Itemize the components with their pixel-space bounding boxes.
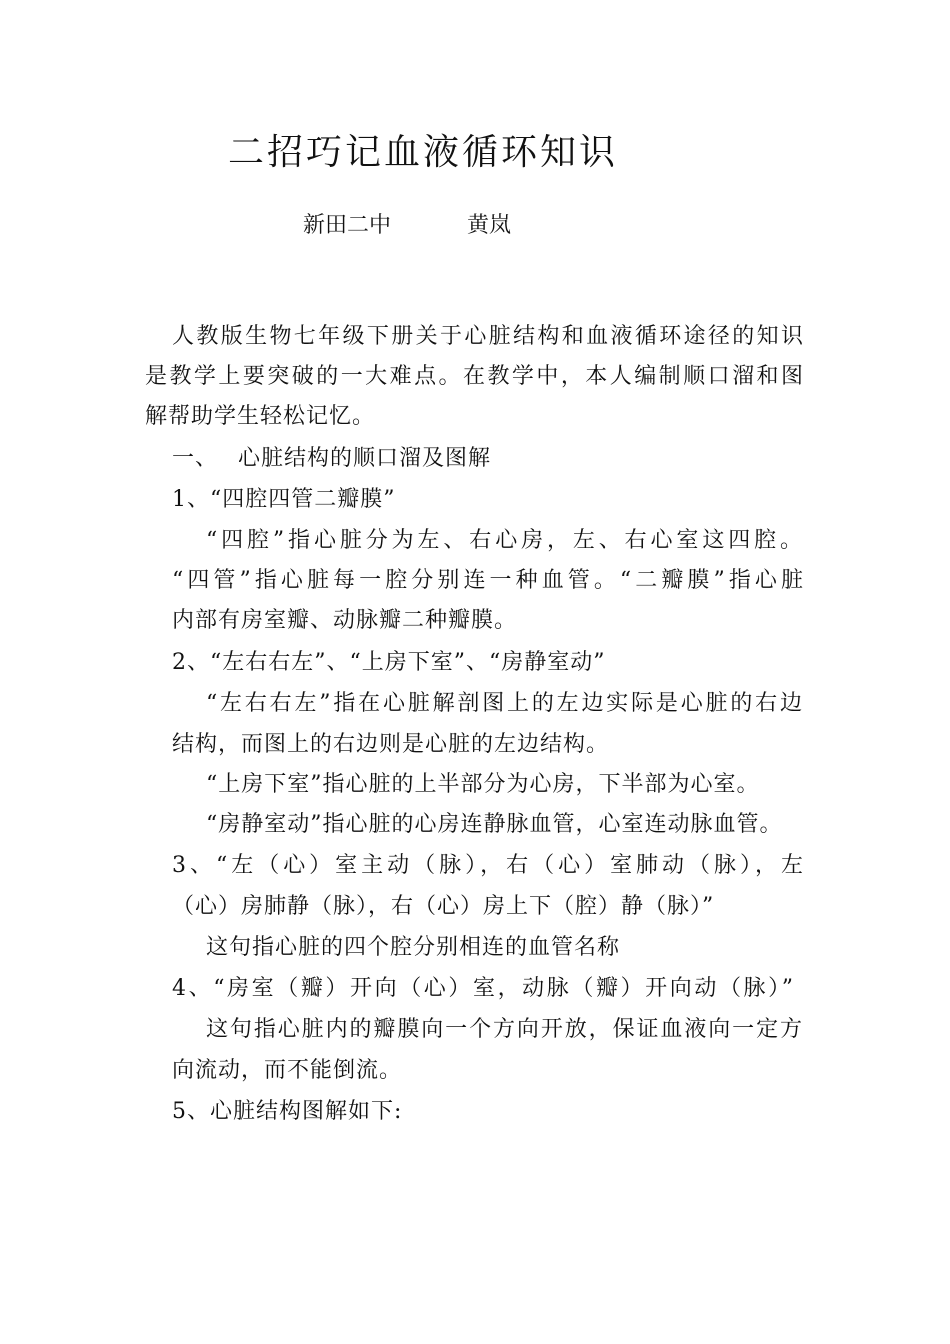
- item-heading: （心）房肺静（脉），右（心）房上下（腔）静（脉）”: [172, 894, 715, 919]
- item-heading: 4、“房室（瓣）开向（心）室，动脉（瓣）开向动（脉）”: [172, 976, 794, 1001]
- item-heading: 2、“左右右左”、“上房下室”、“房静室动”: [172, 650, 606, 675]
- author-school: 新田二中: [303, 213, 392, 238]
- author-name: 黄岚: [467, 213, 512, 238]
- paragraph-line: 解帮助学生轻松记忆。: [145, 404, 376, 429]
- item-heading: 1、“四腔四管二瓣膜”: [172, 487, 396, 512]
- paragraph-line: 向流动，而不能倒流。: [172, 1058, 403, 1083]
- paragraph-line: “房静室动”指心脏的心房连静脉血管，心室连动脉血管。: [206, 812, 783, 837]
- paragraph-line: “四腔”指心脏分为左、右心房，左、右心室这四腔。: [206, 528, 803, 553]
- paragraph-line: 这句指心脏内的瓣膜向一个方向开放，保证血液向一定方: [206, 1017, 803, 1042]
- item-heading: 3、“左（心）室主动（脉），右（心）室肺动（脉），左: [172, 853, 804, 878]
- paragraph-line: 这句指心脏的四个腔分别相连的血管名称: [206, 935, 621, 960]
- paragraph-line: 内部有房室瓣、动脉瓣二种瓣膜。: [172, 608, 518, 633]
- author-line: [303, 208, 511, 239]
- paragraph-line: 是教学上要突破的一大难点。在教学中，本人编制顺口溜和图: [145, 364, 804, 389]
- paragraph-line: “上房下室”指心脏的上半部分为心房，下半部为心室。: [206, 772, 760, 797]
- paragraph-line: 结构，而图上的右边则是心脏的左边结构。: [172, 732, 610, 757]
- item-heading: 5、心脏结构图解如下:: [172, 1099, 403, 1124]
- document-title: 二招巧记血液循环知识: [228, 132, 619, 173]
- paragraph-line: 人教版生物七年级下册关于心脏结构和血液循环途径的知识: [172, 324, 804, 349]
- paragraph-line: “四管”指心脏每一腔分别连一种血管。“二瓣膜”指心脏: [172, 568, 804, 593]
- section-heading: 一、 心脏结构的顺口溜及图解: [172, 446, 491, 471]
- paragraph-line: “左右右左”指在心脏解剖图上的左边实际是心脏的右边: [206, 691, 803, 716]
